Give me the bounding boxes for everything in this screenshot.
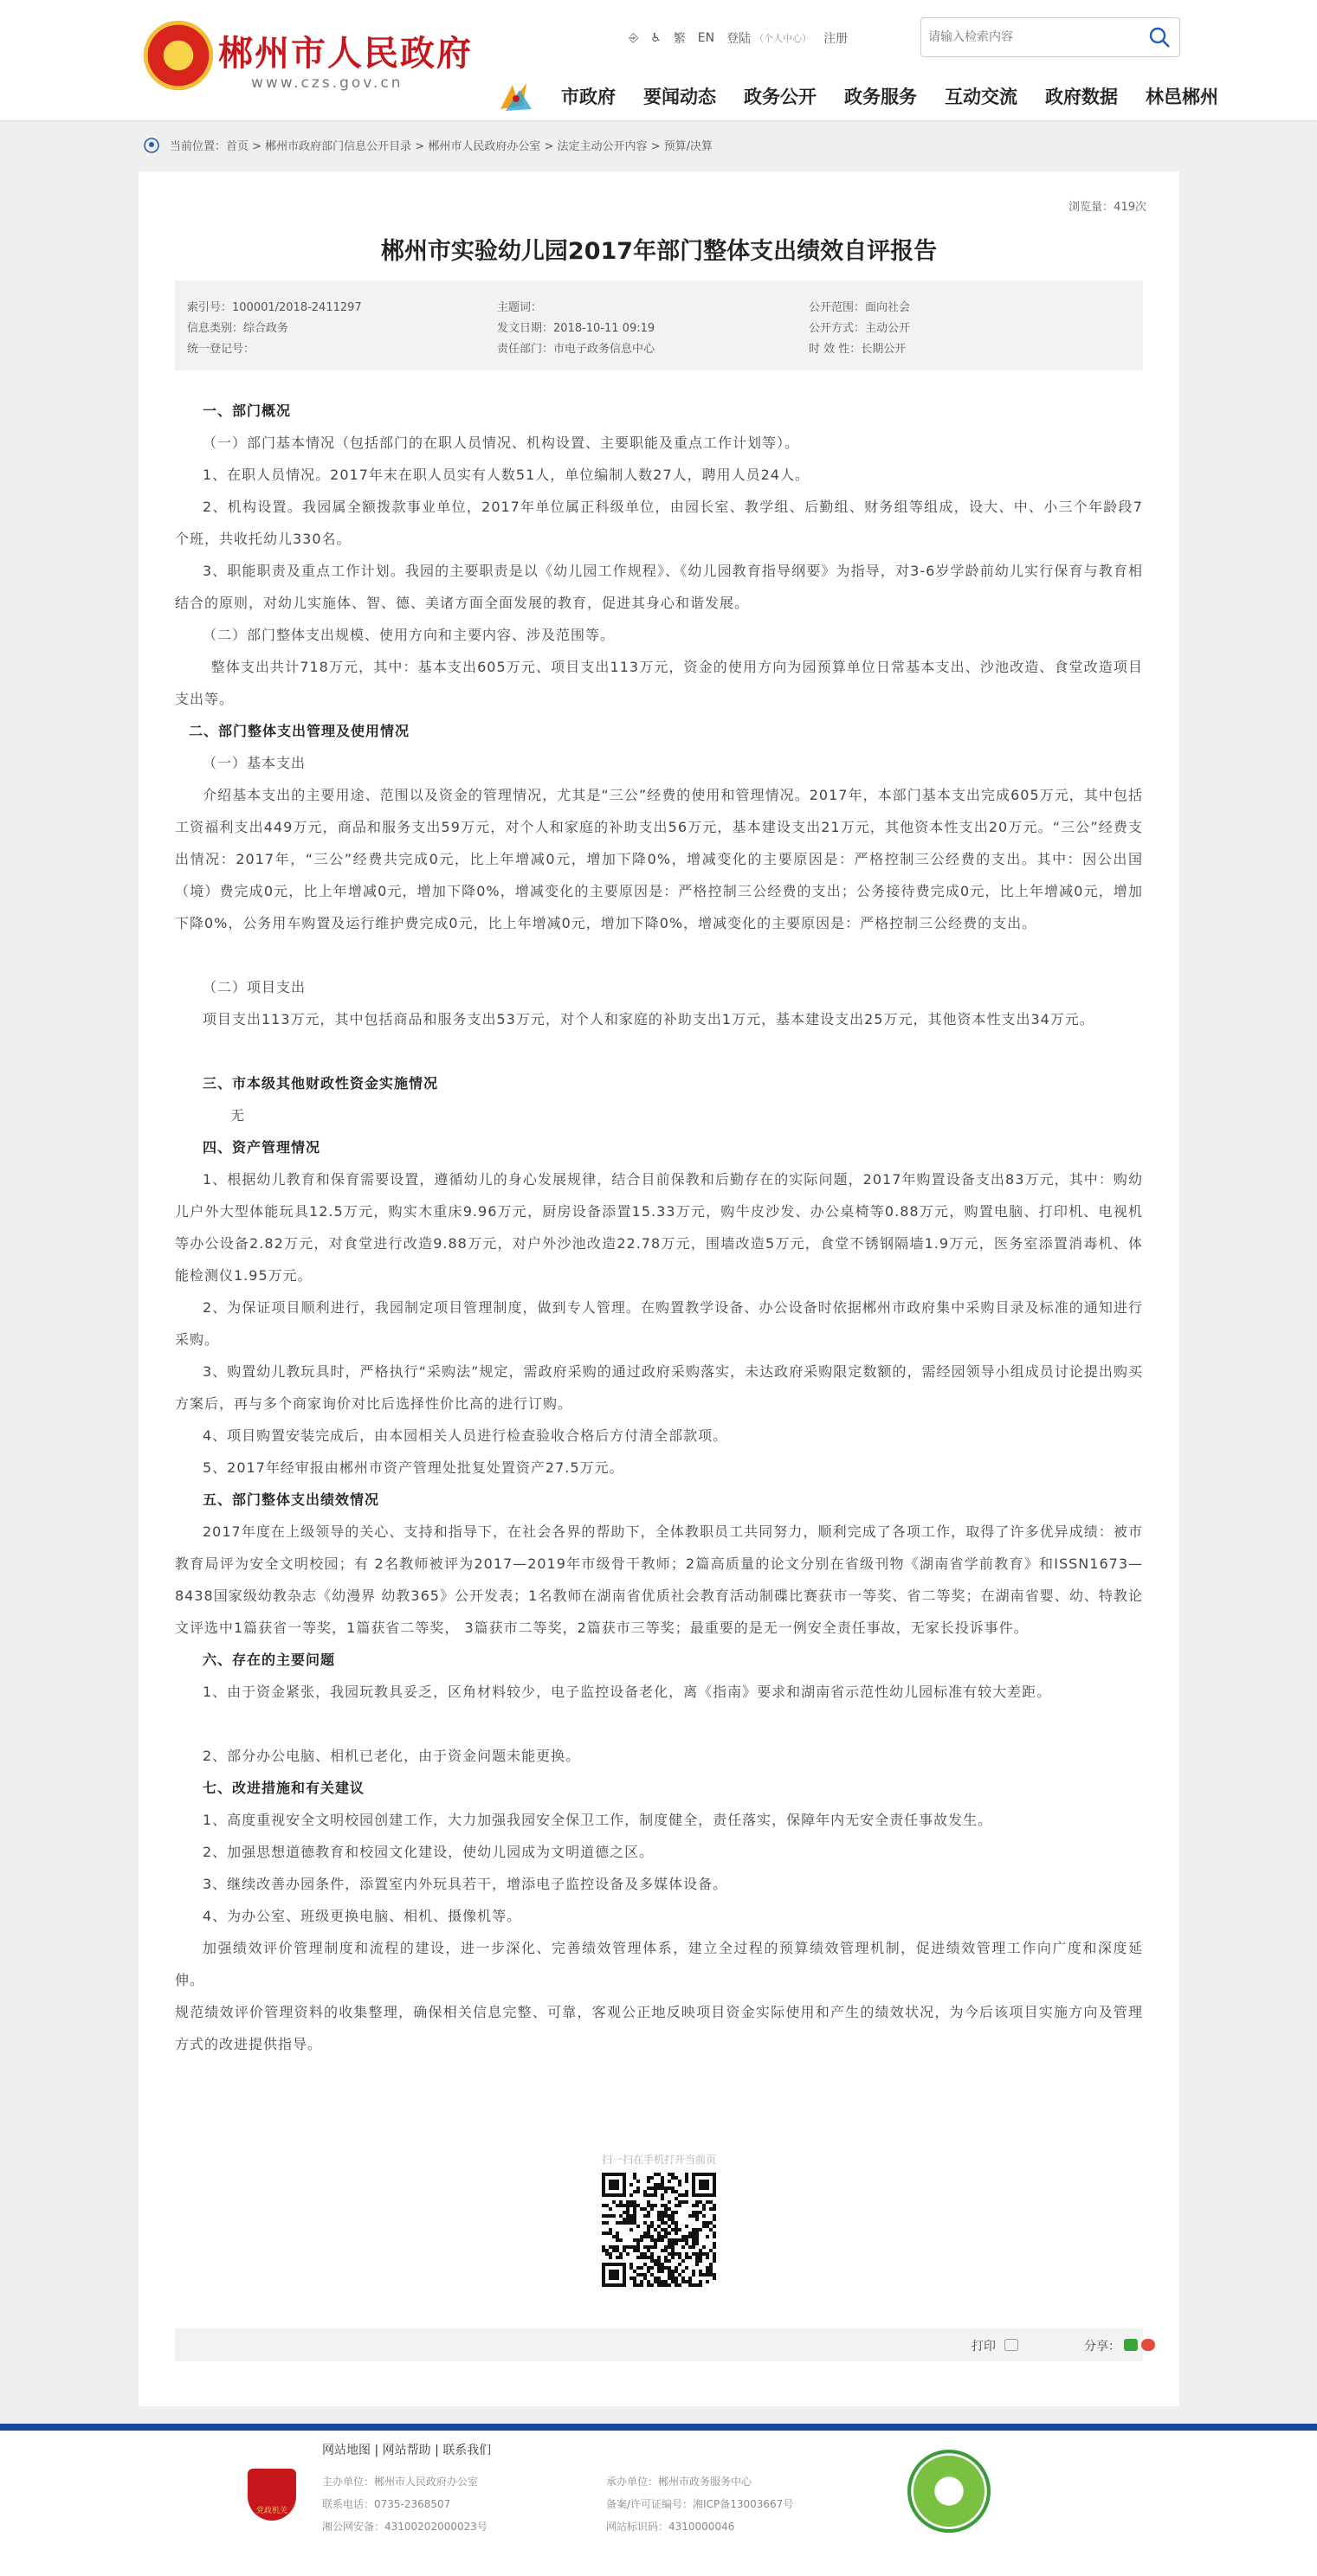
paragraph: 3、继续改善办园条件，添置室内外玩具若干，增添电子监控设备及多媒体设备。 bbox=[203, 1876, 728, 1892]
article-title: 郴州市实验幼儿园2017年部门整体支出绩效自评报告 bbox=[380, 238, 938, 265]
footer-right-info bbox=[606, 2470, 793, 2538]
paragraph: 2、加强思想道德教育和校园文化建设，使幼儿园成为文明道德之区。 bbox=[203, 1844, 655, 1860]
paragraph: 1、在职人员情况。2017年末在职人员实有人数51人，单位编制人数27人，聘用人员24人。 bbox=[203, 467, 810, 483]
paragraph: 2、为保证项目顺利进行，我园制定项目管理制度，做到专人管理。在购置教学设备、办公设备时依据郴州市政府集中采购目录及标准的通知进行采购。 bbox=[175, 1299, 1143, 1348]
meta-scope: 公开范围：面向社会 bbox=[809, 301, 911, 314]
paragraph: 整体支出共计718万元，其中：基本支出605万元、项目支出113万元，资金的使用方向为园预算单位日常基本支出、沙池改造、食堂改造项目支出等。 bbox=[175, 659, 1143, 707]
nav-brand-icon bbox=[497, 80, 535, 114]
meta-keywords: 主题词： bbox=[497, 301, 543, 314]
location-pin-icon bbox=[144, 138, 159, 153]
footer-organizer: 承办单位：郴州市政务服务中心 bbox=[606, 2476, 752, 2488]
search-input[interactable] bbox=[928, 27, 1136, 48]
paragraph: 无 bbox=[230, 1107, 246, 1124]
english-link[interactable]: EN bbox=[697, 31, 715, 45]
breadcrumb-label: 当前位置： bbox=[170, 140, 227, 153]
paragraph: 项目支出113万元，其中包括商品和服务支出53万元，对个人和家庭的补助支出1万元，基本建设支出25万元，其他资本性支出34万元。 bbox=[203, 1011, 1094, 1027]
register-link[interactable]: 注册 bbox=[823, 32, 849, 46]
section-heading: 二、部门整体支出管理及使用情况 bbox=[189, 723, 410, 739]
nav-item-interaction[interactable]: 互动交流 bbox=[945, 87, 1017, 107]
traditional-chinese-link[interactable]: 繁 bbox=[673, 32, 686, 46]
section-heading: 四、资产管理情况 bbox=[203, 1139, 321, 1156]
search-icon[interactable] bbox=[1148, 26, 1171, 48]
paragraph: 4、为办公室、班级更换电脑、相机、摄像机等。 bbox=[203, 1908, 522, 1924]
article-card bbox=[139, 171, 1179, 2406]
paragraph: 2、部分办公电脑、相机已老化，由于资金问题未能更换。 bbox=[203, 1748, 581, 1764]
share-bar bbox=[175, 2328, 1143, 2361]
nav-item-linyi-chenzhou[interactable]: 林邑郴州 bbox=[1146, 87, 1218, 107]
breadcrumb bbox=[144, 137, 713, 153]
utility-links bbox=[629, 28, 860, 48]
civilized-site-badge-icon[interactable] bbox=[907, 2450, 991, 2533]
footer-phone: 联系电话：0735-2368507 bbox=[322, 2498, 451, 2510]
footer-sponsor: 主办单位：郴州市人民政府办公室 bbox=[322, 2476, 479, 2488]
site-url: www.czs.gov.cn bbox=[251, 74, 403, 92]
meta-reg-no: 统一登记号： bbox=[187, 343, 255, 356]
print-button[interactable]: 打印 bbox=[972, 2340, 996, 2354]
qr-code-icon bbox=[602, 2173, 716, 2287]
section-heading: 五、部门整体支出绩效情况 bbox=[203, 1491, 380, 1508]
paragraph: （二）部门整体支出规模、使用方向和主要内容、涉及范围等。 bbox=[203, 627, 616, 643]
meta-date: 发文日期：2018-10-11 09:19 bbox=[497, 322, 655, 335]
meta-validity: 时 效 性：长期公开 bbox=[809, 343, 907, 356]
paragraph: 2、机构设置。我园属全额拨款事业单位，2017年单位属正科级单位，由园长室、教学组、后勤组、财务组等组成，设大、中、小三个年龄段7个班，共收托幼儿330名。 bbox=[175, 499, 1143, 547]
header bbox=[0, 0, 1317, 121]
site-name: 郴州市人民政府 bbox=[218, 34, 473, 74]
badge-label: 党政机关 bbox=[255, 2507, 287, 2515]
paragraph: 1、根据幼儿教育和保育需要设置，遵循幼儿的身心发展规律，结合目前保教和后勤存在的实际问题，2017年购置设备支出83万元，其中：购幼儿户外大型体能玩具12.5万元，购实木重床9.96万元，厨房设备添置15.33万元，购牛皮沙发、办公桌椅等0.88万元，购置电脑、打印机、电视机等办公设备2.82万元，对食堂进行改造9.88万元，对户外沙池改造22.78万元，围墙改造5万元，食堂不锈钢隔墙1.9万元，医务室添置消毒机、体能检测仪1.95万元。 bbox=[175, 1171, 1143, 1284]
weibo-icon[interactable] bbox=[1141, 2339, 1155, 2351]
footer-icp[interactable]: 备案/许可证编号：湘ICP备13003667号 bbox=[606, 2498, 794, 2510]
paragraph: 3、购置幼儿教玩具时，严格执行“采购法”规定，需政府采购的通过政府采购落实，未达政府采购限定数额的，需经园领导小组成员讨论提出购买方案后，再与多个商家询价对比后选择性价比高的进行订购。 bbox=[175, 1363, 1143, 1412]
article-meta bbox=[175, 280, 1143, 370]
paragraph: 3、职能职责及重点工作计划。我园的主要职责是以《幼儿园工作规程》、《幼儿园教育指导纲要》为指导，对3-6岁学龄前幼儿实行保育与教育相结合的原则，对幼儿实施体、智、德、美诸方面全面发展的教育，促进其身心和谐发展。 bbox=[175, 563, 1143, 611]
view-count: 浏览量：419次 bbox=[1068, 201, 1146, 214]
section-heading: 一、部门概况 bbox=[203, 402, 292, 419]
paragraph: （一）部门基本情况（包括部门的在职人员情况、机构设置、主要职能及重点工作计划等）。 bbox=[203, 435, 800, 451]
breadcrumb-path[interactable]: 首页 > 郴州市政府部门信息公开目录 > 郴州市人民政府办公室 > 法定主动公开内容 > 预算/决算 bbox=[226, 140, 713, 153]
meta-department: 责任部门：市电子政务信息中心 bbox=[497, 343, 655, 356]
qr-caption: 扫一扫在手机打开当前页 bbox=[601, 2154, 716, 2166]
printer-icon[interactable] bbox=[1004, 2339, 1018, 2351]
login-link[interactable]: 登陆 bbox=[726, 32, 752, 46]
paragraph: 加强绩效评价管理制度和流程的建设，进一步深化、完善绩效管理体系，建立全过程的预算绩效管理机制，促进绩效管理工作向广度和深度延伸。 bbox=[175, 1940, 1143, 1988]
footer-links[interactable]: 网站地图 | 网站帮助 | 联系我们 bbox=[322, 2444, 492, 2457]
nav-item-services[interactable]: 政务服务 bbox=[844, 87, 917, 107]
main-nav bbox=[561, 83, 1246, 109]
paragraph: 1、由于资金紧张，我园玩教具妥乏，区角材料较少，电子监控设备老化，离《指南》要求和湖南省示范性幼儿园标准有较大差距。 bbox=[203, 1684, 1052, 1700]
section-heading: 三、市本级其他财政性资金实施情况 bbox=[203, 1075, 439, 1092]
paragraph: 规范绩效评价管理资料的收集整理，确保相关信息完整、可靠，客观公正地反映项目资金实际使用和产生的绩效状况，为今后该项目实施方向及管理方式的改进提供指导。 bbox=[175, 2004, 1143, 2052]
national-emblem-icon bbox=[144, 21, 213, 90]
footer-left-info bbox=[322, 2470, 487, 2538]
search-box bbox=[920, 17, 1180, 57]
meta-method: 公开方式：主动公开 bbox=[809, 322, 911, 335]
wechat-icon[interactable] bbox=[1124, 2339, 1138, 2351]
personal-center-link[interactable]: （个人中心） bbox=[754, 33, 812, 44]
nav-item-gov-affairs[interactable]: 政务公开 bbox=[744, 87, 817, 107]
nav-item-news[interactable]: 要闻动态 bbox=[643, 87, 716, 107]
footer-police-record[interactable]: 湘公网安备：43100202000023号 bbox=[322, 2521, 487, 2533]
accessibility-icon[interactable]: ⎆ bbox=[629, 31, 639, 45]
footer-site-id: 网站标识码：4310000046 bbox=[606, 2521, 735, 2533]
paragraph: （二）项目支出 bbox=[203, 979, 307, 995]
paragraph: 4、项目购置安装完成后，由本园相关人员进行检查验收合格后方付清全部款项。 bbox=[203, 1427, 728, 1444]
meta-category: 信息类别：综合政务 bbox=[187, 322, 289, 335]
nav-item-city-gov[interactable]: 市政府 bbox=[561, 87, 616, 107]
paragraph: （一）基本支出 bbox=[203, 755, 307, 771]
footer bbox=[0, 2424, 1317, 2576]
section-heading: 七、改进措施和有关建议 bbox=[203, 1780, 365, 1796]
paragraph: 1、高度重视安全文明校园创建工作，大力加强我园安全保卫工作，制度健全，责任落实，保障年内无安全责任事故发生。 bbox=[203, 1812, 993, 1828]
party-gov-badge-icon[interactable] bbox=[248, 2469, 296, 2521]
meta-index: 索引号：100001/2018-2411297 bbox=[187, 301, 362, 314]
paragraph: 2017年度在上级领导的关心、支持和指导下，在社会各界的帮助下，全体教职员工共同努力，顺利完成了各项工作，取得了许多优异成绩：被市教育局评为安全文明校园；有 2名教师被评为2017—2019年市级骨干教师；2篇高质量的论文分别在省级刊物《湖南省学前教育》和ISSN1673—8438国家级幼教杂志《幼漫界 幼教365》公开发表；1名教师在湖南省优质社会教育活动制碟比赛获市一等奖、省二等奖；在湖南省婴、幼、特教论文评选中1篇获省一等奖，1篇获省二等奖， 3篇获市二等奖，2篇获市三等奖；最重要的是无一例安全责任事故，无家长投诉事件。 bbox=[175, 1523, 1143, 1636]
nav-item-data[interactable]: 政府数据 bbox=[1045, 87, 1118, 107]
section-heading: 六、存在的主要问题 bbox=[203, 1652, 336, 1668]
share-label: 分享： bbox=[1084, 2340, 1120, 2354]
paragraph: 5、2017年经审报由郴州市资产管理处批复处置资产27.5万元。 bbox=[203, 1459, 624, 1476]
elder-mode-icon[interactable]: ♿ bbox=[650, 31, 662, 45]
paragraph: 介绍基本支出的主要用途、范围以及资金的管理情况，尤其是“三公”经费的使用和管理情况。2017年，本部门基本支出完成605万元，其中包括工资福利支出449万元，商品和服务支出59万元，对个人和家庭的补助支出56万元，基本建设支出21万元，其他资本性支出20万元。“三公”经费支出情况：2017年，“三公”经费共完成0元，比上年增减0元，增加下降0%，增减变化的主要原因是：严格控制三公经费的支出。其中：因公出国（境）费完成0元，比上年增减0元，增加下降0%，增减变化的主要原因是：严格控制三公经费的支出；公务接待费完成0元，比上年增减0元，增加下降0%，公务用车购置及运行维护费完成0元，比上年增减0元，增加下降0%，增减变化的主要原因是：严格控制三公经费的支出。 bbox=[175, 787, 1143, 931]
site-logo[interactable] bbox=[144, 21, 507, 99]
